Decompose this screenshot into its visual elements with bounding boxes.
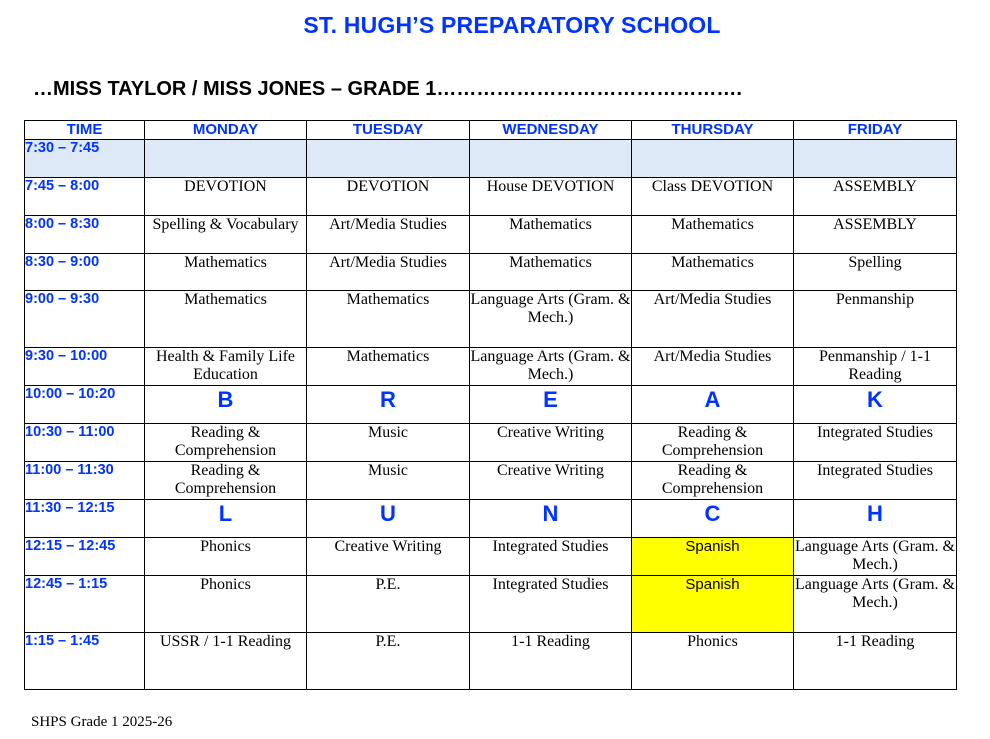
lesson-cell: P.E.: [307, 576, 470, 633]
lesson-cell-highlighted: Spanish: [632, 538, 794, 576]
lesson-cell: Mathematics: [632, 216, 794, 254]
column-header-wednesday: WEDNESDAY: [470, 121, 632, 140]
lesson-cell: [145, 140, 307, 178]
column-header-monday: MONDAY: [145, 121, 307, 140]
time-slot: 7:45 – 8:00: [25, 178, 145, 216]
table-row: [25, 178, 957, 216]
lunch-letter: H: [794, 500, 957, 538]
teacher-grade-heading: …MISS TAYLOR / MISS JONES – GRADE 1……………………………………….: [33, 78, 742, 100]
lesson-cell: Language Arts (Gram. & Mech.): [470, 291, 632, 348]
lesson-cell: Integrated Studies: [470, 538, 632, 576]
table-row: [25, 424, 957, 462]
lesson-cell: Language Arts (Gram. & Mech.): [794, 576, 957, 633]
lesson-cell: Reading & Comprehension: [632, 424, 794, 462]
time-slot: 11:30 – 12:15: [25, 500, 145, 538]
lunch-letter: N: [470, 500, 632, 538]
lesson-cell: ASSEMBLY: [794, 216, 957, 254]
table-row: [25, 216, 957, 254]
break-letter: B: [145, 386, 307, 424]
lesson-cell: Mathematics: [307, 291, 470, 348]
lesson-cell: [794, 140, 957, 178]
lesson-cell: Mathematics: [470, 254, 632, 291]
lesson-cell: 1-1 Reading: [470, 633, 632, 690]
lesson-cell: Mathematics: [632, 254, 794, 291]
table-row: [25, 633, 957, 690]
time-slot: 7:30 – 7:45: [25, 140, 145, 178]
lesson-cell: [470, 140, 632, 178]
time-slot: 1:15 – 1:45: [25, 633, 145, 690]
break-letter: E: [470, 386, 632, 424]
column-header-time: TIME: [25, 121, 145, 140]
time-slot: 11:00 – 11:30: [25, 462, 145, 500]
lesson-cell: Phonics: [145, 538, 307, 576]
table-row: [25, 140, 957, 178]
lesson-cell: Class DEVOTION: [632, 178, 794, 216]
lesson-cell: Art/Media Studies: [307, 216, 470, 254]
table-row: [25, 254, 957, 291]
lesson-cell: Creative Writing: [307, 538, 470, 576]
lesson-cell: Music: [307, 462, 470, 500]
lesson-cell: Phonics: [145, 576, 307, 633]
table-row-lunch: [25, 500, 957, 538]
lesson-cell: House DEVOTION: [470, 178, 632, 216]
lesson-cell: [307, 140, 470, 178]
lesson-cell: Art/Media Studies: [632, 348, 794, 386]
timetable: [24, 120, 957, 690]
lesson-cell: Spelling & Vocabulary: [145, 216, 307, 254]
lesson-cell: Creative Writing: [470, 424, 632, 462]
lesson-cell: P.E.: [307, 633, 470, 690]
lunch-letter: L: [145, 500, 307, 538]
time-slot: 8:00 – 8:30: [25, 216, 145, 254]
lesson-cell: ASSEMBLY: [794, 178, 957, 216]
time-slot: 8:30 – 9:00: [25, 254, 145, 291]
lesson-cell: Language Arts (Gram. & Mech.): [794, 538, 957, 576]
lesson-cell: Reading & Comprehension: [145, 462, 307, 500]
column-header-friday: FRIDAY: [794, 121, 957, 140]
lesson-cell: Mathematics: [307, 348, 470, 386]
lesson-cell: [632, 140, 794, 178]
table-row: [25, 291, 957, 348]
lesson-cell: DEVOTION: [145, 178, 307, 216]
break-letter: K: [794, 386, 957, 424]
lesson-cell: Mathematics: [145, 254, 307, 291]
lesson-cell: Creative Writing: [470, 462, 632, 500]
lesson-cell: DEVOTION: [307, 178, 470, 216]
lesson-cell: Health & Family Life Education: [145, 348, 307, 386]
table-row: [25, 576, 957, 633]
column-header-tuesday: TUESDAY: [307, 121, 470, 140]
time-slot: 9:30 – 10:00: [25, 348, 145, 386]
lesson-cell: Mathematics: [145, 291, 307, 348]
lesson-cell: Language Arts (Gram. & Mech.): [470, 348, 632, 386]
lesson-cell: Mathematics: [470, 216, 632, 254]
lesson-cell: Music: [307, 424, 470, 462]
lesson-cell: 1-1 Reading: [794, 633, 957, 690]
lesson-cell: Penmanship: [794, 291, 957, 348]
break-letter: A: [632, 386, 794, 424]
lunch-letter: U: [307, 500, 470, 538]
break-letter: R: [307, 386, 470, 424]
time-slot: 9:00 – 9:30: [25, 291, 145, 348]
lesson-cell: Art/Media Studies: [632, 291, 794, 348]
table-row-break: [25, 386, 957, 424]
lesson-cell: Penmanship / 1-1 Reading: [794, 348, 957, 386]
lesson-cell: Reading & Comprehension: [632, 462, 794, 500]
lesson-cell-highlighted: Spanish: [632, 576, 794, 633]
header-row: [25, 121, 957, 140]
lesson-cell: USSR / 1-1 Reading: [145, 633, 307, 690]
lesson-cell: Spelling: [794, 254, 957, 291]
table-row: [25, 348, 957, 386]
lesson-cell: Integrated Studies: [794, 424, 957, 462]
lesson-cell: Phonics: [632, 633, 794, 690]
footer-label: SHPS Grade 1 2025-26: [31, 714, 173, 730]
time-slot: 10:00 – 10:20: [25, 386, 145, 424]
school-title: ST. HUGH’S PREPARATORY SCHOOL: [303, 12, 721, 38]
lesson-cell: Reading & Comprehension: [145, 424, 307, 462]
table-row: [25, 538, 957, 576]
lesson-cell: Integrated Studies: [470, 576, 632, 633]
time-slot: 12:45 – 1:15: [25, 576, 145, 633]
time-slot: 10:30 – 11:00: [25, 424, 145, 462]
column-header-thursday: THURSDAY: [632, 121, 794, 140]
lunch-letter: C: [632, 500, 794, 538]
lesson-cell: Integrated Studies: [794, 462, 957, 500]
table-row: [25, 462, 957, 500]
lesson-cell: Art/Media Studies: [307, 254, 470, 291]
time-slot: 12:15 – 12:45: [25, 538, 145, 576]
